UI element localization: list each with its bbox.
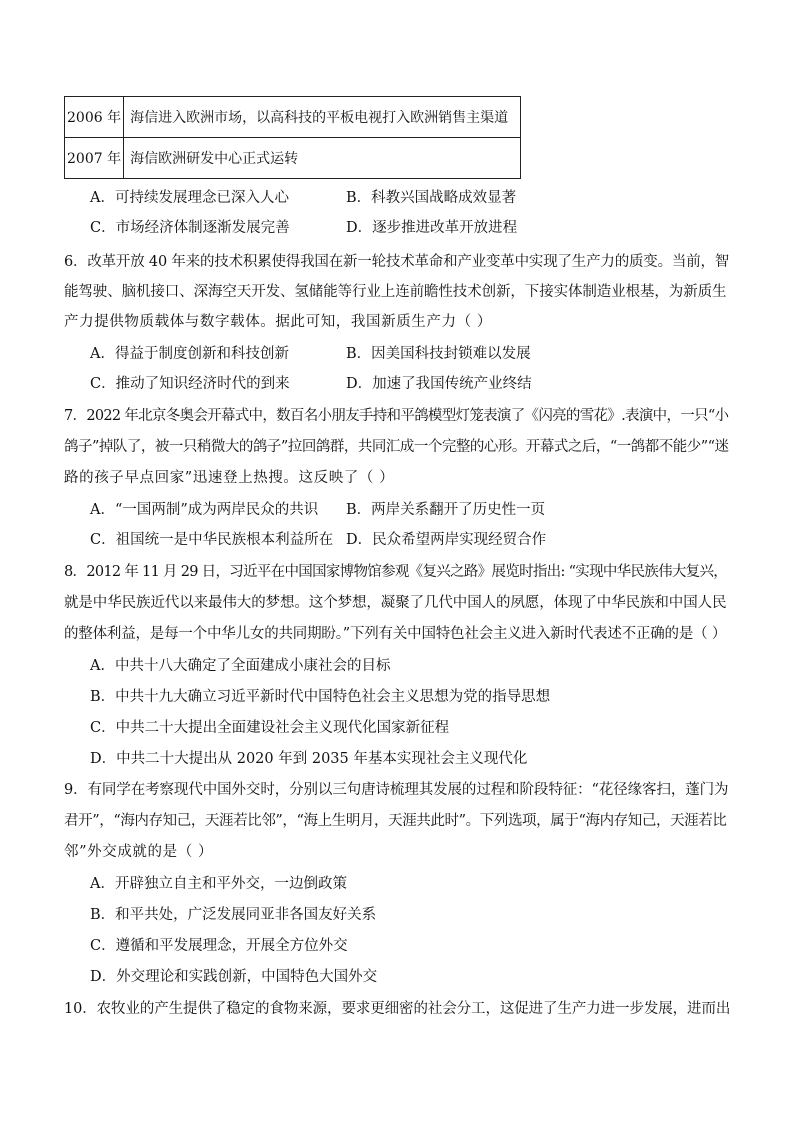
table-cell-event: 海信进入欧洲市场，以高科技的平板电视打入欧洲销售主渠道 [124, 97, 521, 138]
q9-stem-line-3: 邻”外交成就的是（ ） [64, 844, 214, 860]
q7-stem-line-3: 路的孩子早点回家”迅速登上热搜。这反映了（ ） [64, 470, 395, 486]
q7-option-d: D．民众希望两岸实现经贸合作 [346, 532, 547, 548]
q8-stem-line-1: 8．2012 年 11 月 29 日，习近平在中国国家博物馆参观《复兴之路》展览时指出: “实现中华民族伟大复兴， [64, 564, 728, 580]
q7-option-a: A．“一国两制”成为两岸民众的共识 [90, 502, 319, 518]
q8-option-c: C．中共二十大提出全面建设社会主义现代化国家新征程 [90, 720, 450, 736]
table-row [65, 138, 521, 179]
q8-stem-line-2: 就是中华民族近代以来最伟大的梦想。这个梦想，凝聚了几代中国人的夙愿，体现了中华民族和中国人民 [64, 595, 727, 611]
q9-option-c: C．遵循和平发展理念，开展全方位外交 [90, 938, 348, 954]
q5-option-b: B．科教兴国战略成效显著 [346, 190, 517, 206]
q10-stem-line-1: 10．农牧业的产生提供了稳定的食物来源，要求更细密的社会分工，这促进了生产力进一步发展，进而出 [64, 1001, 731, 1017]
q7-option-c: C．祖国统一是中华民族根本利益所在 [90, 532, 334, 548]
q8-option-b: B．中共十九大确立习近平新时代中国特色社会主义思想为党的指导思想 [90, 689, 551, 705]
q7-stem-line-2: 鸽子”掉队了，被一只稍微大的鸽子”拉回鸽群，共同汇成一个完整的心形。开幕式之后，“一鸽都不能少”“迷 [64, 439, 729, 455]
q5-option-d: D．逐步推进改革开放进程 [346, 220, 518, 236]
q7-option-b: B．两岸关系翻开了历史性一页 [346, 502, 546, 518]
q8-option-d: D．中共二十大提出从 2020 年到 2035 年基本实现社会主义现代化 [90, 751, 528, 767]
q9-option-b: B．和平共处，广泛发展同亚非各国友好关系 [90, 907, 377, 923]
q6-option-b: B．因美国科技封锁难以发展 [346, 346, 531, 362]
q5-option-c: C．市场经济体制逐渐发展完善 [90, 220, 290, 236]
q6-option-a: A．得益于制度创新和科技创新 [90, 346, 289, 362]
q6-stem-line-1: 6．改革开放 40 年来的技术积累使得我国在新一轮技术革命和产业变革中实现了生产力的质变。当前，智 [64, 254, 730, 270]
q9-option-a: A．开辟独立自主和平外交，一边倒政策 [90, 876, 347, 892]
q6-option-c: C．推动了知识经济时代的到来 [90, 376, 290, 392]
q9-option-d: D．外交理论和实践创新，中国特色大国外交 [90, 969, 378, 985]
table-cell-year: 2007 年 [65, 138, 124, 179]
q8-stem-line-3: 的整体利益，是每一个中华儿女的共同期盼。”下列有关中国特色社会主义进入新时代表述不正确的是（ ） [64, 626, 727, 642]
q9-stem-line-1: 9．有同学在考察现代中国外交时，分别以三句唐诗梳理其发展的过程和阶段特征：“花径缘客扫，蓬门为 [64, 782, 729, 798]
table-cell-event: 海信欧洲研发中心正式运转 [124, 138, 521, 179]
table-row [65, 97, 521, 138]
q6-stem-line-2: 能驾驶、脑机接口、深海空天开发、氢储能等行业上连前瞻性技术创新，下接实体制造业根基，为新质生 [64, 284, 727, 300]
hisense-timeline-table [64, 96, 521, 179]
table-cell-year: 2006 年 [65, 97, 124, 138]
q9-stem-line-2: 君开”，“海内存知己，天涯若比邻”，“海上生明月，天涯共此时”。下列选项，属于“海内存知己，天涯若比 [64, 813, 727, 829]
q7-stem-line-1: 7．2022 年北京冬奥会开幕式中，数百名小朋友手持和平鸽模型灯笼表演了《闪亮的雪花》.表演中，一只“小 [64, 408, 729, 424]
q6-stem-line-3: 产力提供物质载体与数字载体。据此可知，我国新质生产力（ ） [64, 314, 493, 330]
q6-option-d: D．加速了我国传统产业终结 [346, 376, 532, 392]
q5-option-a: A．可持续发展理念已深入人心 [90, 190, 289, 206]
q8-option-a: A．中共十八大确定了全面建成小康社会的目标 [90, 658, 391, 674]
